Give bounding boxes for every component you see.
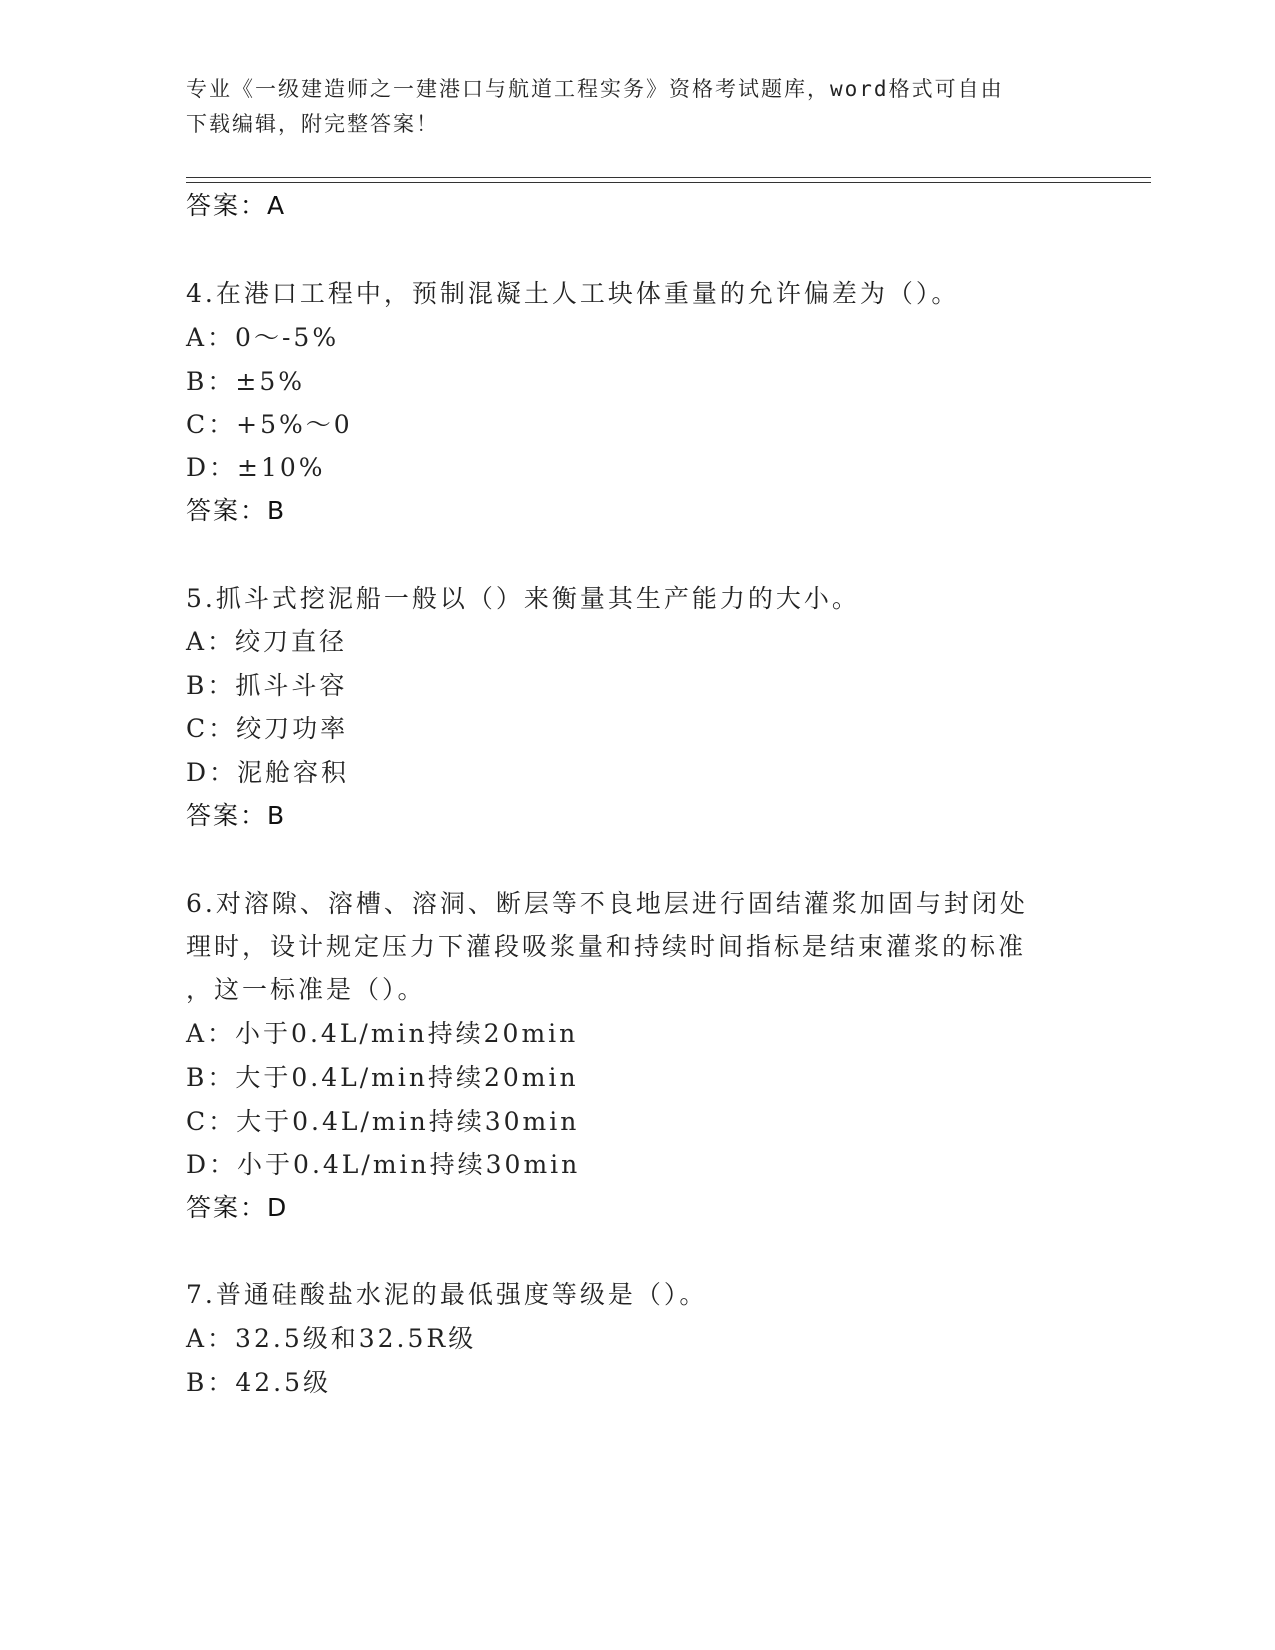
question-5-option-d: D：泥舱容积	[186, 758, 350, 787]
question-6-option-c: C：大于0.4L/min持续30min	[186, 1107, 580, 1136]
question-7-option-a: A：32.5级和32.5R级	[186, 1324, 477, 1353]
question-5-option-b: B：抓斗斗容	[186, 671, 348, 700]
question-6-answer: 答案：D	[186, 1193, 289, 1222]
question-4-option-d: D：±10%	[186, 453, 326, 482]
question-5-option-a: A：绞刀直径	[186, 627, 348, 656]
question-6-option-b: B：大于0.4L/min持续20min	[186, 1063, 579, 1092]
question-4-stem: 4.在港口工程中，预制混凝土人工块体重量的允许偏差为（）。	[186, 279, 960, 308]
question-4-option-b: B：±5%	[186, 367, 305, 396]
question-6-stem-line-2: 理时，设计规定压力下灌段吸浆量和持续时间指标是结束灌浆的标准	[186, 932, 1027, 961]
question-6-option-a: A：小于0.4L/min持续20min	[186, 1019, 579, 1048]
document-header	[186, 72, 1086, 142]
question-7-option-b: B：42.5级	[186, 1368, 332, 1397]
previous-answer: 答案：A	[186, 191, 287, 220]
question-4-option-a: A：0～-5%	[186, 323, 340, 352]
question-6-stem-line-3: ，这一标准是（）。	[186, 975, 426, 1004]
question-6-stem-line-1: 6.对溶隙、溶槽、溶洞、断层等不良地层进行固结灌浆加固与封闭处	[186, 889, 1028, 918]
header-line-2: 下载编辑，附完整答案！	[186, 112, 439, 136]
question-4-option-c: C：+5%～0	[186, 410, 353, 439]
header-rule-bottom	[186, 182, 1151, 183]
question-5-stem: 5.抓斗式挖泥船一般以（）来衡量其生产能力的大小。	[186, 584, 860, 613]
question-5-option-c: C：绞刀功率	[186, 714, 349, 743]
question-6-option-d: D：小于0.4L/min持续30min	[186, 1150, 581, 1179]
header-line-1: 专业《一级建造师之一建港口与航道工程实务》资格考试题库，word格式可自由	[186, 77, 1004, 101]
question-4-answer: 答案：B	[186, 496, 287, 525]
question-5-answer: 答案：B	[186, 801, 287, 830]
question-7-stem: 7.普通硅酸盐水泥的最低强度等级是（）。	[186, 1280, 708, 1309]
header-rule-top	[186, 177, 1151, 178]
